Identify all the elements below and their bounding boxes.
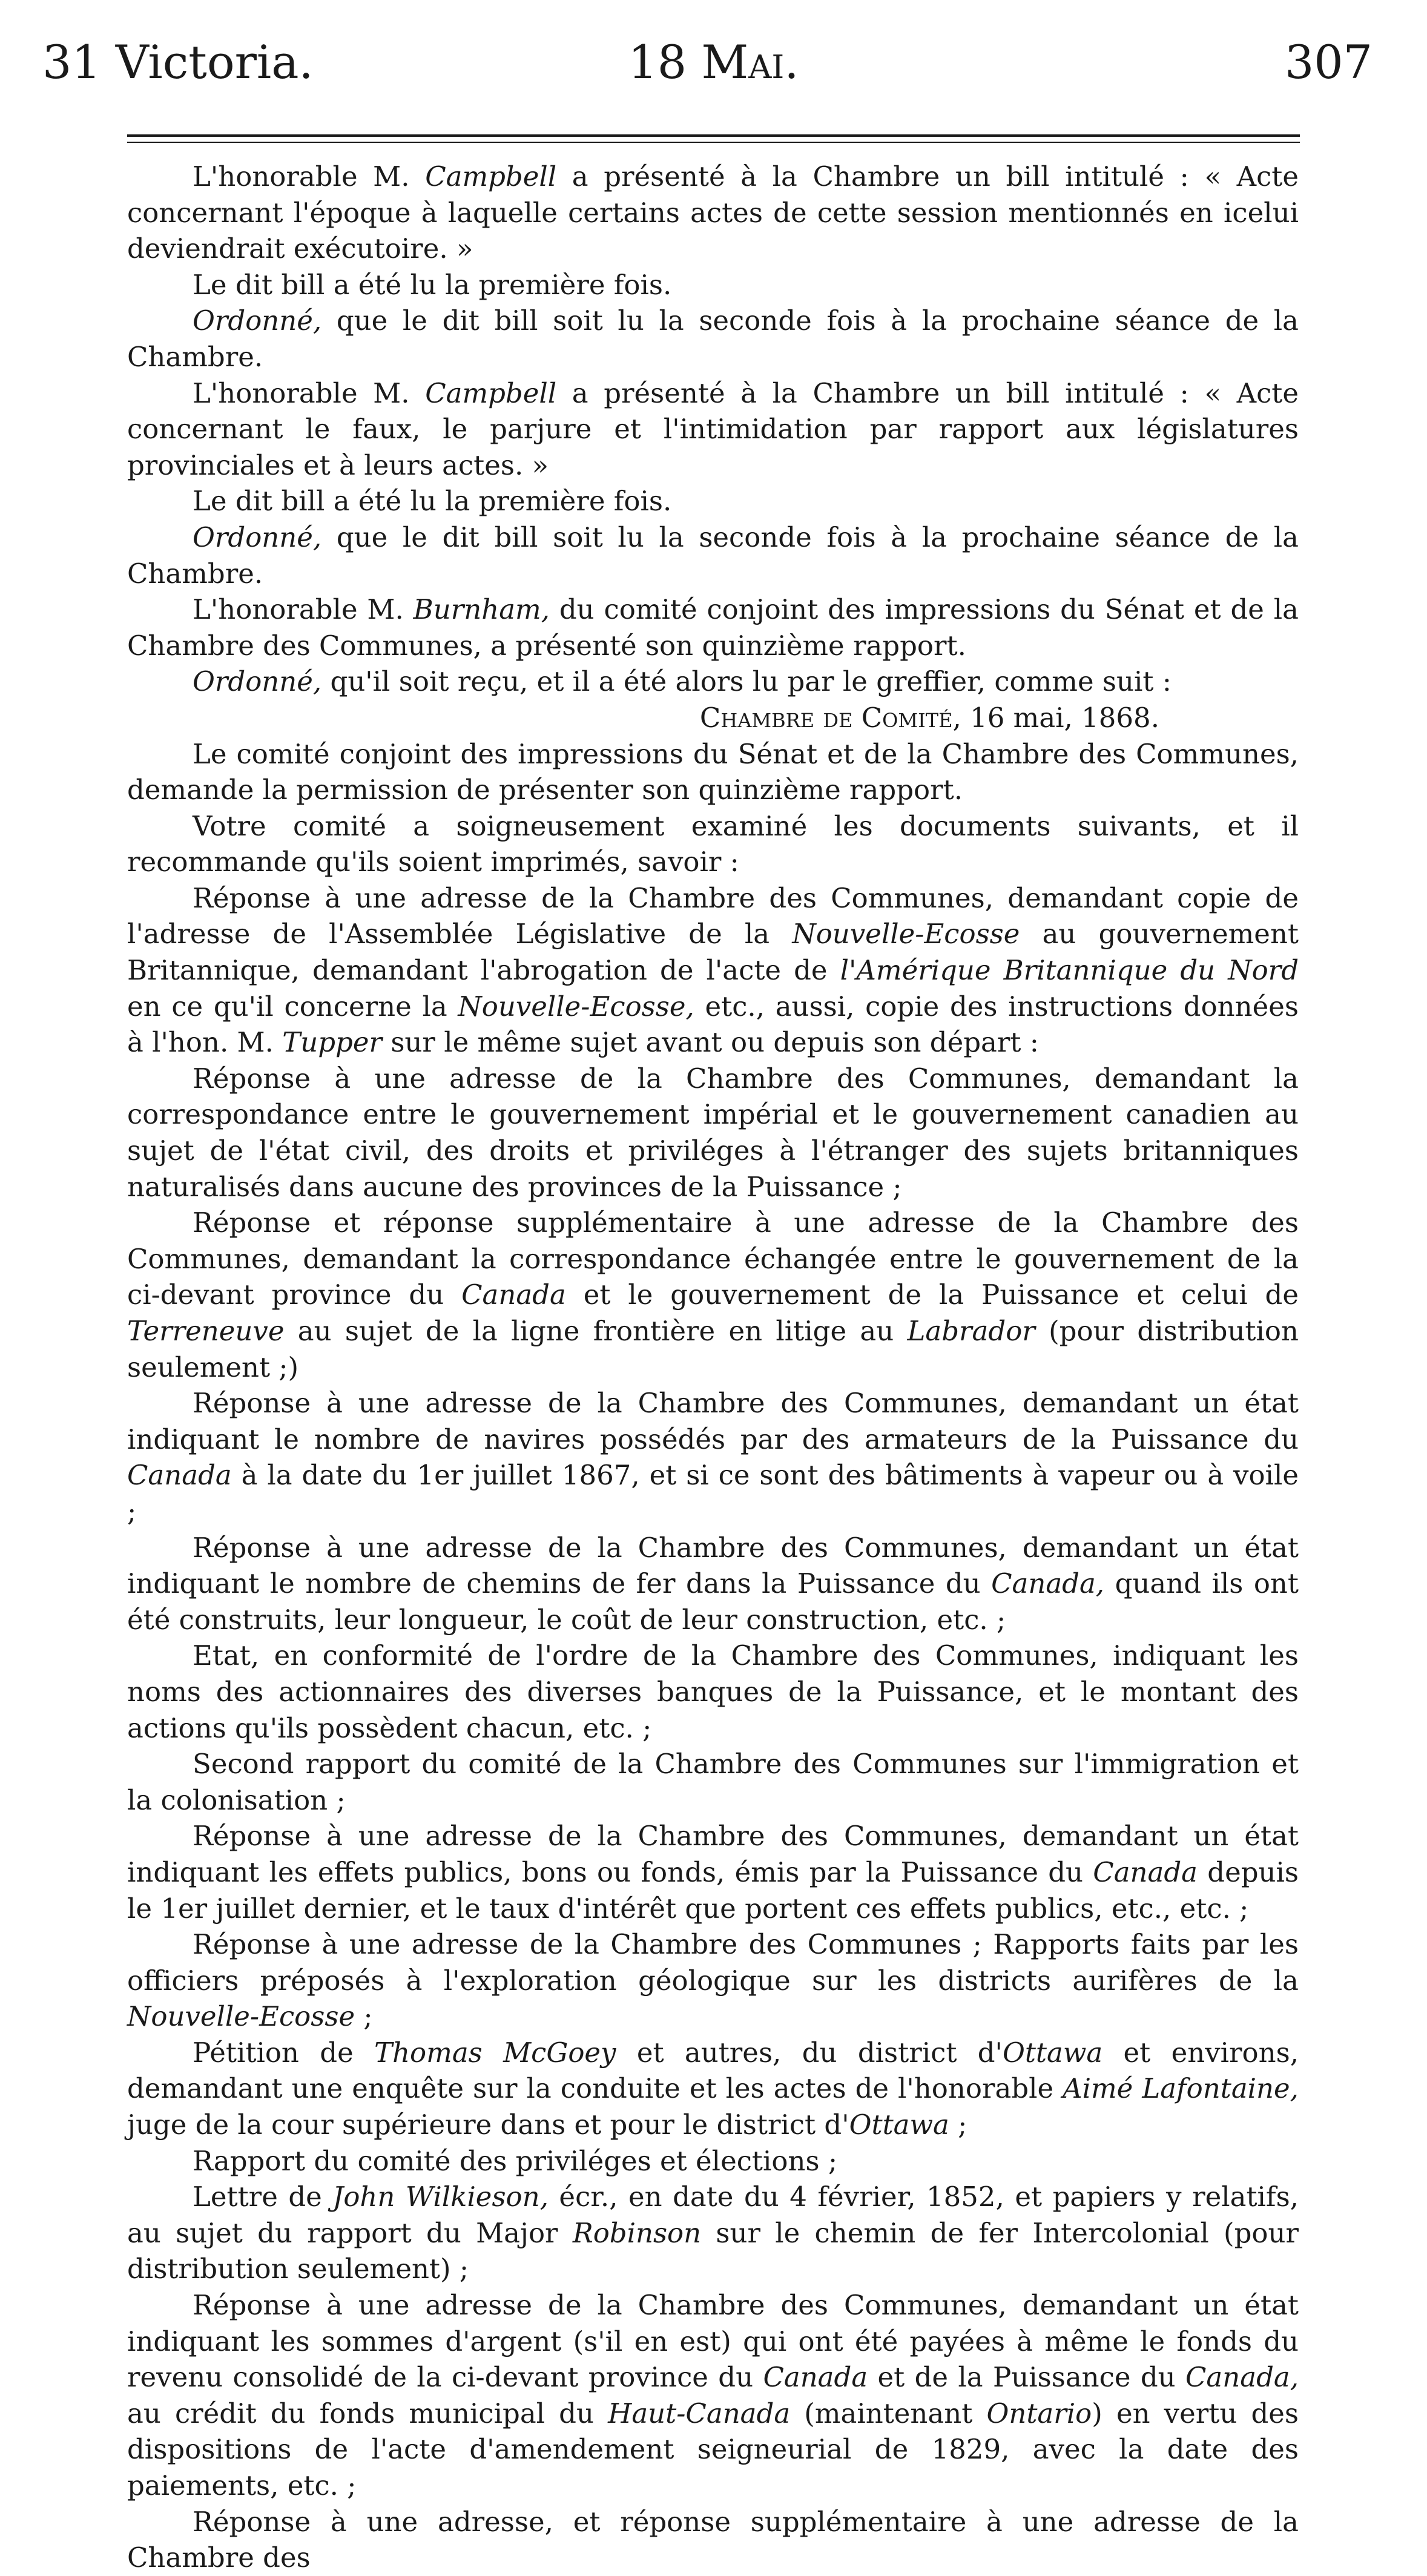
header-month: Mai. — [701, 35, 799, 89]
paragraph: Le dit bill a été lu la première fois. — [193, 268, 672, 301]
paragraph: Votre comité a soigneusement examiné les documents suivants, et il recommande qu'ils soient imprimés, savoir : — [127, 809, 1299, 878]
paragraph: Le dit bill a été lu la première fois. — [193, 485, 672, 518]
paragraph: Réponse à une adresse de la Chambre des Communes, demandant un état indiquant le nombre de chemins de fer dans la Puissance du Canada, quand ils ont été construits, leur longueur, le coût de leur construction, etc. ; — [127, 1531, 1299, 1636]
header-rule-thick — [127, 134, 1300, 137]
paragraph: Pétition de Thomas McGoey et autres, du district d'Ottawa et environs, demandant une enquête sur la conduite et les actes de l'honorable Aimé Lafontaine, juge de la cour supérieure dans et pour le district d'Ottawa ; — [127, 2036, 1299, 2141]
paragraph: Rapport du comité des priviléges et élections ; — [193, 2144, 838, 2177]
paragraph: Réponse à une adresse, et réponse supplémentaire à une adresse de la Chambre des — [127, 2505, 1299, 2574]
page-number: 307 — [1284, 35, 1373, 89]
header-regnal-year: 31 Victoria. — [42, 35, 314, 89]
page-body — [127, 159, 1299, 2576]
paragraph: Réponse à une adresse de la Chambre des Communes ; Rapports faits par les officiers préposés à l'exploration géologique sur les districts aurifères de la Nouvelle-Ecosse ; — [127, 1928, 1299, 2033]
paragraph: L'honorable M. Campbell a présenté à la Chambre un bill intitulé : « Acte concernant le faux, le parjure et l'intimidation par rapport aux législatures provinciales et à leurs actes. » — [127, 377, 1299, 481]
running-header — [42, 35, 1385, 108]
paragraph: Etat, en conformité de l'ordre de la Chambre des Communes, indiquant les noms des actionnaires des diverses banques de la Puissance, et le montant des actions qu'ils possèdent chacun, etc. ; — [127, 1639, 1299, 1744]
header-rule-thin — [127, 142, 1300, 143]
paragraph: Réponse à une adresse de la Chambre des Communes, demandant la correspondance entre le gouvernement impérial et le gouvernement canadien au sujet de l'état civil, des droits et priviléges à l'étranger des sujets britanniques naturalisés dans aucune des provinces de la Puissance ; — [127, 1062, 1299, 1203]
paragraph: Lettre de John Wilkieson, écr., en date du 4 février, 1852, et papiers y relatifs, au sujet du rapport du Major Robinson sur le chemin de fer Intercolonial (pour distribution seulement) ; — [127, 2181, 1299, 2285]
paragraph: Réponse à une adresse de la Chambre des Communes, demandant un état indiquant les sommes d'argent (s'il en est) qui ont été payées à même le fonds du revenu consolidé de la ci-devant province du Canada et de la Puissance du Canada, au crédit du fonds municipal du Haut-Canada (maintenant Ontario) en vertu des dispositions de l'acte d'amendement seigneurial de 1829, avec la date des paiements, etc. ; — [127, 2289, 1299, 2502]
header-date — [42, 35, 1385, 89]
paragraph: Ordonné, qu'il soit reçu, et il a été alors lu par le greffier, comme suit : — [193, 665, 1172, 698]
paragraph: L'honorable M. Burnham, du comité conjoint des impressions du Sénat et de la Chambre des Communes, a présenté son quinzième rapport. — [127, 593, 1299, 662]
paragraph: Réponse à une adresse de la Chambre des Communes, demandant copie de l'adresse de l'Assemblée Législative de la Nouvelle-Ecosse au gouvernement Britannique, demandant l'abrogation de l'acte de l'Amérique Britannique du Nord en ce qu'il concerne la Nouvelle-Ecosse, etc., aussi, copie des instructions données à l'hon. M. Tupper sur le même sujet avant ou depuis son départ : — [127, 881, 1299, 1059]
paragraph: Second rapport du comité de la Chambre des Communes sur l'immigration et la colonisation ; — [127, 1748, 1299, 1816]
header-day: 18 — [628, 35, 687, 89]
paragraph: Le comité conjoint des impressions du Sénat et de la Chambre des Communes, demande la permission de présenter son quinzième rapport. — [127, 737, 1299, 806]
report-dateline: Chambre de Comité, 16 mai, 1868. — [699, 701, 1159, 734]
paragraph: Réponse et réponse supplémentaire à une adresse de la Chambre des Communes, demandant la correspondance échangée entre le gouvernement de la ci-devant province du Canada et le gouvernement de la Puissance et celui de Terreneuve au sujet de la ligne frontière en litige au Labrador (pour distribution seulement ;) — [127, 1207, 1299, 1383]
paragraph: Ordonné, que le dit bill soit lu la seconde fois à la prochaine séance de la Chambre. — [127, 521, 1299, 590]
paragraph: Réponse à une adresse de la Chambre des Communes, demandant un état indiquant le nombre de navires possédés par des armateurs de la Puissance du Canada à la date du 1er juillet 1867, et si ce sont des bâtiments à vapeur ou à voile ; — [127, 1387, 1299, 1527]
paragraph: L'honorable M. Campbell a présenté à la Chambre un bill intitulé : « Acte concernant l'époque à laquelle certains actes de cette session mentionnés en icelui deviendrait exécutoire. » — [127, 160, 1299, 265]
paragraph: Ordonné, que le dit bill soit lu la seconde fois à la prochaine séance de la Chambre. — [127, 305, 1299, 373]
paragraph: Réponse à une adresse de la Chambre des Communes, demandant un état indiquant les effets publics, bons ou fonds, émis par la Puissance du Canada depuis le 1er juillet dernier, et le taux d'intérêt que portent ces effets publics, etc., etc. ; — [127, 1820, 1299, 1925]
